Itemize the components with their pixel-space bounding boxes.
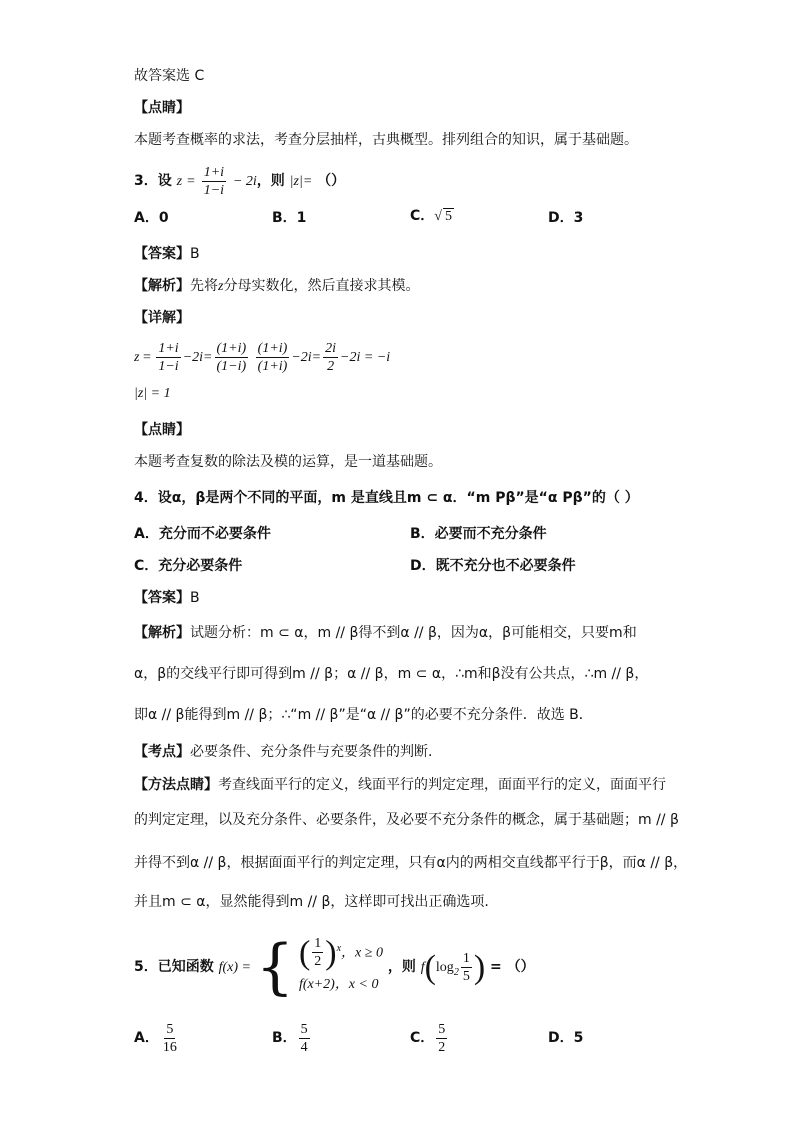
- fraction: [312, 935, 323, 970]
- answer-paren: （）: [317, 173, 346, 189]
- analysis-line-3: 即α // β能得到m // β；∴“m // β”是“α // β”的必要不充分条件．故选 B．: [134, 707, 593, 723]
- answer-label: 【答案】: [134, 590, 190, 606]
- fraction-denominator: 5: [462, 969, 470, 985]
- option-label: D．: [548, 1030, 574, 1046]
- option-value: 0: [158, 210, 169, 226]
- dianjing-text: 本题考查复数的除法及模的运算，是一道基础题。: [134, 454, 442, 470]
- fraction: [156, 340, 180, 375]
- analysis-text: 先将: [190, 278, 218, 294]
- option-text: 充分必要条件: [158, 558, 243, 574]
- fraction-numerator: 5: [438, 1021, 446, 1037]
- condition: ，x ≥ 0: [341, 945, 383, 961]
- answer-line: [134, 588, 200, 608]
- function-f: f: [420, 960, 425, 975]
- piece-1: ( $\frac{1}{2}$ )$^x$，x ≥ 0: [298, 933, 383, 971]
- minus-term: −2i=: [291, 350, 322, 365]
- option-c: [410, 1018, 449, 1058]
- option-label: C．: [134, 558, 159, 574]
- kaodian-text: 必要条件、充分条件与充要条件的判断.: [190, 744, 433, 760]
- modulus-z: |z|=: [289, 174, 313, 189]
- option-text: 充分而不必要条件: [158, 526, 271, 542]
- question-stem: 设α，β是两个不同的平面，m 是直线且m ⊂ α．“m Pβ”是“α Pβ”的（ ）: [157, 490, 639, 506]
- question-5-stem: [134, 932, 535, 1008]
- method-line-2: 的判定定理，以及充分条件、必要条件，及必要不充分条件的概念，属于基础题；m // β: [134, 812, 679, 828]
- fraction-numerator: 1: [314, 936, 322, 952]
- var-z: z: [134, 350, 140, 365]
- fraction-numerator: 1+i: [158, 341, 179, 357]
- fraction-denominator: (1−i): [216, 359, 247, 375]
- calc-tail: −2i = −i: [340, 350, 391, 365]
- log-text: log: [435, 960, 454, 975]
- option-value: 5: [573, 1030, 584, 1046]
- fraction-denominator: 16: [162, 1039, 177, 1055]
- fraction: [461, 950, 472, 985]
- method-line-1: [134, 775, 666, 795]
- dianjing-label: 【点睛】: [134, 422, 190, 438]
- analysis-line-2: α，β的交线平行即可得到m // β；α // β，m ⊂ α，∴m和β没有公共点，∴m // β，: [134, 666, 649, 682]
- fraction-numerator: 2i: [325, 341, 337, 357]
- fraction-numerator: 1+i: [203, 164, 225, 180]
- left-brace: {: [255, 932, 295, 1002]
- then-text: ，则: [387, 959, 416, 975]
- function-name: f(x) =: [218, 960, 251, 975]
- fraction-numerator: (1+i): [257, 341, 288, 357]
- dianjing-label: 【点睛】: [134, 100, 190, 116]
- sqrt-radicand: 5: [444, 209, 452, 224]
- method-text: 考查线面平行的定义，线面平行的判定定理，面面平行的定义，面面平行: [218, 777, 666, 793]
- piecewise-cases: [299, 934, 383, 1001]
- option-c: [134, 556, 242, 576]
- question-number: 5．: [134, 959, 158, 975]
- option-b: [410, 524, 547, 544]
- option-b: [272, 208, 306, 228]
- option-label: A．: [134, 526, 159, 542]
- var-z: z: [176, 174, 183, 189]
- answer-label: 【答案】: [134, 246, 190, 262]
- option-label: A．: [134, 1030, 159, 1046]
- method-label: 【方法点睛】: [134, 777, 218, 793]
- option-text: 必要而不充分条件: [434, 526, 547, 542]
- calculation-line: [134, 338, 390, 378]
- option-a: [134, 208, 169, 228]
- piece-2: f(x+2)，x < 0: [298, 977, 379, 993]
- question-3-stem: [134, 162, 345, 201]
- option-label: D．: [548, 210, 574, 226]
- minus-2i: − 2i: [232, 174, 257, 189]
- question-4-stem: [134, 488, 639, 508]
- then-text: ，则: [256, 173, 285, 189]
- function-call: $f(\log_2$ $\frac{1}{5}$ ): [420, 948, 486, 986]
- option-d: [548, 1028, 583, 1048]
- detail-label: 【详解】: [134, 310, 190, 326]
- equals-sign: =: [142, 350, 151, 365]
- question-number: 3．: [134, 173, 158, 189]
- option-a: [134, 524, 271, 544]
- fraction: [323, 340, 338, 375]
- option-value: 3: [573, 210, 584, 226]
- analysis-text: 试题分析：m ⊂ α，m // β得不到α // β，因为α，β可能相交，只要m和: [190, 625, 637, 641]
- fraction-denominator: 2: [314, 954, 322, 970]
- fraction-denominator: 1−i: [158, 359, 179, 375]
- fraction-denominator: (1+i): [257, 359, 288, 375]
- fraction: [161, 1021, 179, 1056]
- option-label: D．: [410, 558, 436, 574]
- option-label: A．: [134, 210, 159, 226]
- fraction-denominator: 2: [438, 1039, 446, 1055]
- option-label: B．: [272, 1030, 297, 1046]
- stem-prefix: 已知函数: [157, 959, 214, 975]
- exponent: x: [336, 942, 342, 954]
- stem-prefix: 设: [157, 173, 172, 189]
- fraction-numerator: 5: [300, 1021, 308, 1037]
- method-line-4: 并且m ⊂ α，显然能得到m // β，这样即可找出正确选项.: [134, 894, 489, 910]
- option-value: 1: [296, 210, 307, 226]
- analysis-label: 【解析】: [134, 625, 190, 641]
- fraction-numerator: 1: [462, 951, 470, 967]
- fraction: [256, 340, 290, 375]
- sqrt-expression: √ 5: [434, 209, 452, 224]
- fraction: [202, 164, 226, 199]
- option-text: 既不充分也不必要条件: [435, 558, 576, 574]
- option-label: B．: [272, 210, 297, 226]
- conclusion-text: 故答案选 C: [134, 68, 205, 84]
- answer-paren: （）: [506, 959, 535, 975]
- option-label: B．: [410, 526, 435, 542]
- fraction-denominator: 1−i: [203, 182, 225, 198]
- analysis-text: 分母实数化，然后直接求其模。: [223, 278, 420, 294]
- answer-line: [134, 244, 200, 264]
- equals-sign: =: [186, 174, 195, 189]
- answer-value: B: [190, 246, 200, 262]
- question-number: 4．: [134, 490, 158, 506]
- var-z: z: [218, 279, 224, 294]
- option-a: [134, 1018, 181, 1058]
- analysis-label: 【解析】: [134, 278, 190, 294]
- equals-sign: =: [490, 959, 502, 975]
- option-label: C．: [410, 1030, 435, 1046]
- fraction: [299, 1021, 310, 1056]
- minus-term: −2i=: [182, 350, 213, 365]
- option-c: [410, 206, 454, 227]
- modulus-result: |z| = 1: [134, 386, 171, 401]
- dianjing-text: 本题考查概率的求法，考查分层抽样，古典概型。排列组合的知识，属于基础题。: [134, 132, 638, 148]
- analysis-line-1: [134, 623, 637, 643]
- fraction-numerator: (1+i): [216, 341, 247, 357]
- kaodian-label: 【考点】: [134, 744, 190, 760]
- analysis-line: [134, 276, 419, 297]
- log-base: 2: [453, 966, 459, 978]
- answer-value: B: [190, 590, 200, 606]
- option-b: [272, 1018, 312, 1058]
- option-d: [410, 556, 576, 576]
- method-line-3: 并得不到α // β，根据面面平行的判定定理，只有α内的两相交直线都平行于β，而α // β，: [134, 855, 688, 871]
- option-label: C．: [410, 208, 435, 224]
- fraction: [436, 1021, 447, 1056]
- kaodian-line: [134, 742, 432, 762]
- fraction-numerator: 5: [166, 1021, 174, 1037]
- option-d: [548, 208, 583, 228]
- fraction: [215, 340, 249, 375]
- fraction-denominator: 4: [300, 1039, 308, 1055]
- fraction-denominator: 2: [327, 359, 335, 375]
